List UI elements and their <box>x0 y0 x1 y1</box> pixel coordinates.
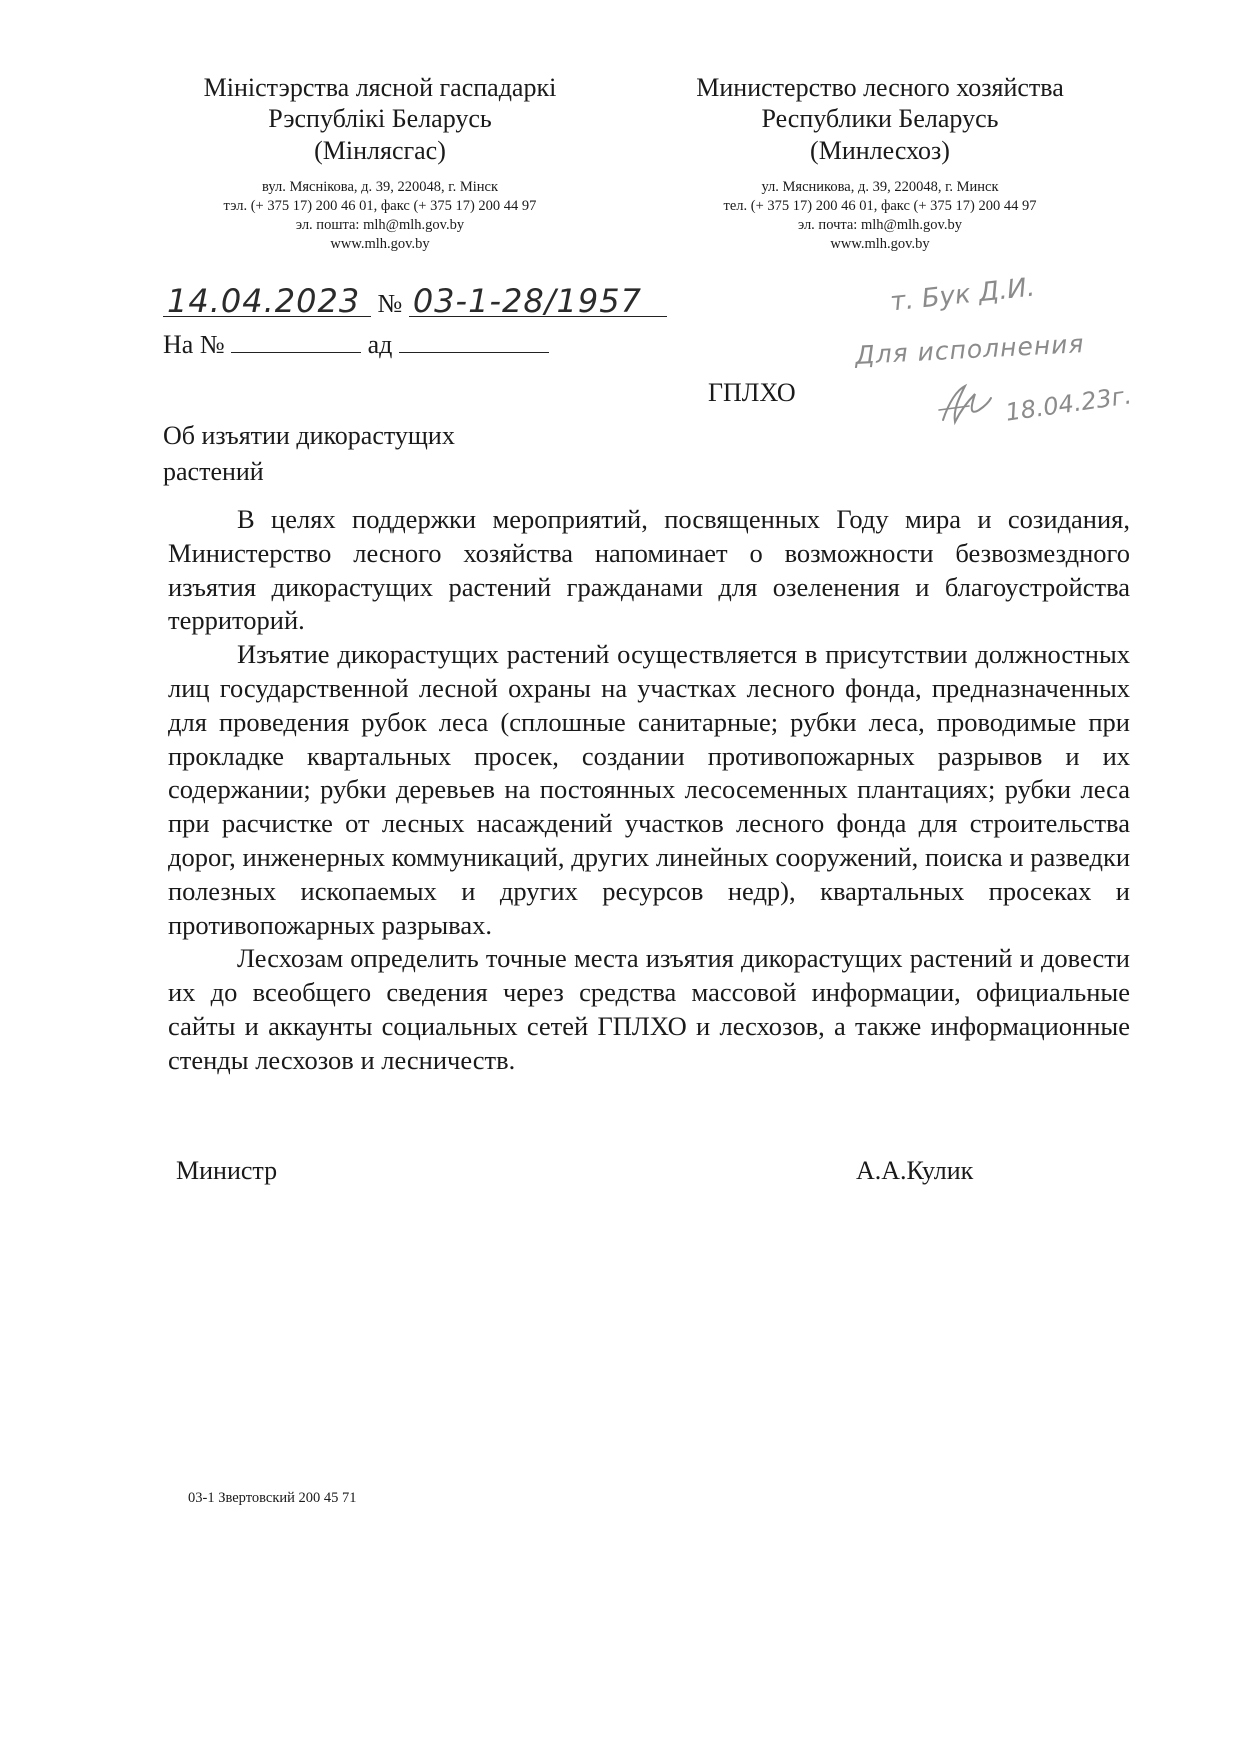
addressee: ГПЛХО <box>708 378 796 407</box>
registration-date: 14.04.2023 <box>163 286 371 317</box>
executor-note: 03-1 Звертовский 200 45 71 <box>188 1490 357 1506</box>
registration-line <box>163 282 667 320</box>
resolution-assignee: т. Бук Д.И. <box>888 272 1037 318</box>
ministry-abbr-ru: (Минлесхоз) <box>810 136 950 165</box>
contact-email-by: эл. пошта: mlh@mlh.gov.by <box>295 217 465 233</box>
ministry-name-by-line-1: Міністэрства лясной гаспадаркі <box>203 73 557 102</box>
letterhead-russian <box>660 72 1100 254</box>
contact-website-by: www.mlh.gov.by <box>330 236 430 252</box>
contact-email-ru: эл. почта: mlh@mlh.gov.by <box>797 217 962 233</box>
ministry-abbr-by: (Мінлясгас) <box>314 136 446 165</box>
resolution-date: 18.04.23г. <box>1003 381 1134 427</box>
letter-body <box>168 503 1130 1078</box>
contacts-by <box>165 178 595 254</box>
reference-from-label: ад <box>367 330 393 359</box>
body-paragraph-1: В целях поддержки мероприятий, посвященных Году мира и созидания, Министерство лесного хозяйства напоминает о возможности безвозмездного изъятия дикорастущих растений гражданами для озеленения и благоустройства территорий. <box>168 504 1130 636</box>
registration-number-label: № <box>377 289 403 318</box>
resolution-instruction: Для исполнения <box>854 329 1086 370</box>
reference-line <box>163 328 549 360</box>
body-paragraph-3: Лесхозам определить точные места изъятия дикорастущих растений и довести их до всеобщего сведения через средства массовой информации, официальные сайты и аккаунты социальных сетей ГПЛХО и лесхозов, а также информационные стенды лесхозов и лесничеств. <box>168 943 1130 1075</box>
ministry-name-by-line-2: Рэспублікі Беларусь <box>268 104 492 133</box>
contact-address-by: вул. Мяснікова, д. 39, 220048, г. Мінск <box>262 179 498 195</box>
contact-website-ru: www.mlh.gov.by <box>830 236 930 252</box>
contact-address-ru: ул. Мясникова, д. 39, 220048, г. Минск <box>761 179 999 195</box>
ministry-name-ru-line-1: Министерство лесного хозяйства <box>696 73 1064 102</box>
reference-number-blank <box>231 328 361 353</box>
ministry-name-ru-line-2: Республики Беларусь <box>761 104 999 133</box>
reference-number-label: На № <box>163 330 225 359</box>
resolution-signature <box>935 380 995 430</box>
signatory-title: Министр <box>176 1156 278 1185</box>
signatory-name: А.А.Кулик <box>856 1156 974 1185</box>
registration-number: 03-1-28/1957 <box>409 286 667 317</box>
contacts-ru <box>660 178 1100 254</box>
subject-line-1: Об изъятии дикорастущих <box>163 421 455 450</box>
letter-subject <box>163 418 543 490</box>
subject-line-2: растений <box>163 457 264 486</box>
handwritten-resolution <box>854 272 1155 440</box>
contact-phone-by: тэл. (+ 375 17) 200 46 01, факс (+ 375 17) 200 44 97 <box>223 198 537 214</box>
letterhead-belarusian <box>165 72 595 254</box>
contact-phone-ru: тел. (+ 375 17) 200 46 01, факс (+ 375 17) 200 44 97 <box>723 198 1037 214</box>
reference-date-blank <box>399 328 549 353</box>
body-paragraph-2: Изъятие дикорастущих растений осуществляется в присутствии должностных лиц государственной лесной охраны на участках лесного фонда, предназначенных для проведения рубок леса (сплошные санитарные; рубки леса, проводимые при прокладке квартальных просек, создании противопожарных разрывов и их содержании; рубки деревьев на постоянных лесосеменных плантациях; рубки леса при расчистке от лесных насаждений участков лесного фонда для строительства дорог, инженерных коммуникаций, других линейных сооружений, поиска и разведки полезных ископаемых и других ресурсов недр), квартальных просеках и противопожарных разрывах. <box>168 639 1130 940</box>
